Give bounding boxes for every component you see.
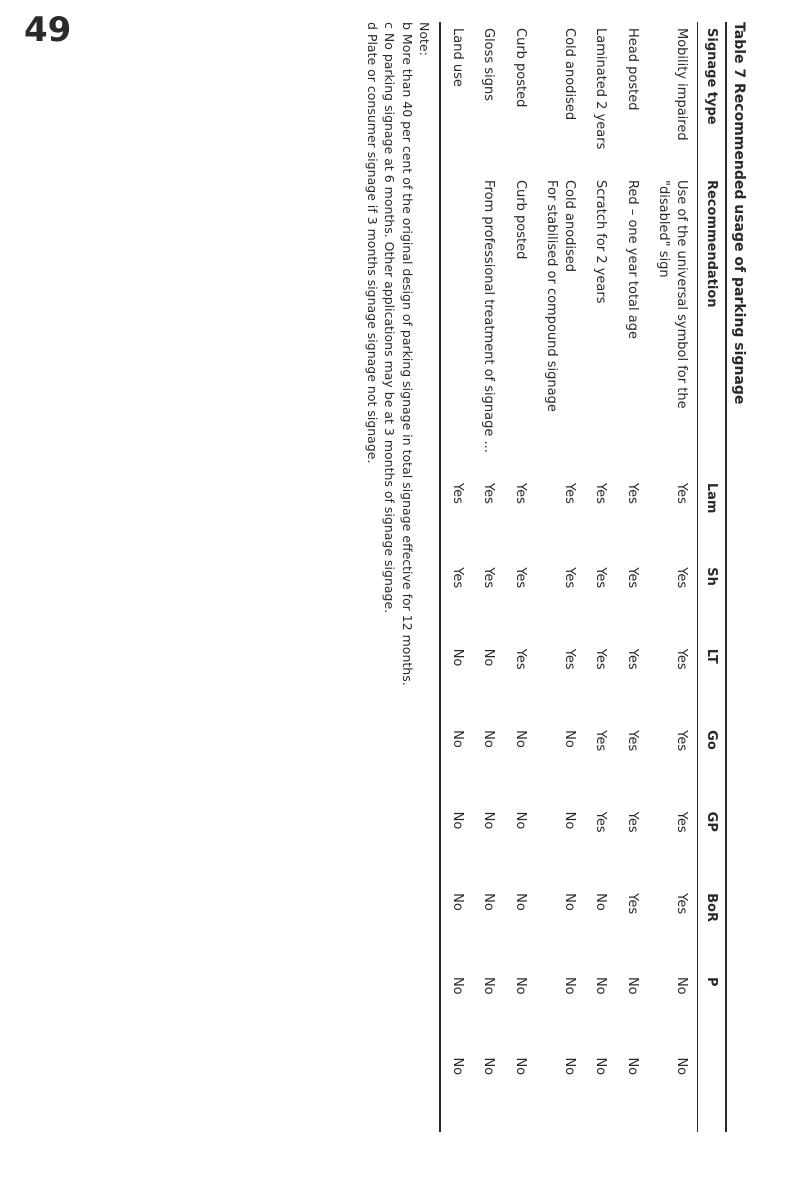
signage-type-cell: Curb posted [512, 28, 528, 108]
value-cell: No [512, 730, 528, 748]
value-cell: No [561, 730, 577, 748]
value-cell: No [481, 648, 497, 667]
value-cell: No [674, 976, 689, 995]
value-cell: No [512, 893, 528, 911]
column-header: P [704, 976, 719, 987]
value-cell: No [481, 893, 497, 911]
value-cell: Yes [481, 482, 497, 504]
value-cell: No [481, 1057, 497, 1076]
recommendation-cell [440, 174, 473, 477]
table-row [473, 22, 505, 1132]
signage-type-cell: Mobility impaired [674, 28, 689, 141]
column-header: Sh [704, 567, 719, 586]
value-cell: No [449, 976, 465, 995]
table-area [45, 22, 755, 1142]
table-row [616, 22, 648, 1132]
value-cell: Yes [449, 567, 465, 589]
value-cell: Yes [593, 811, 609, 833]
value-cell: No [674, 1057, 689, 1076]
value-cell: Yes [624, 648, 640, 670]
signage-type-cell: Head posted [624, 28, 640, 111]
column-header: Recommendation [704, 179, 719, 308]
value-cell: No [561, 811, 577, 830]
value-cell: No [624, 976, 640, 995]
value-cell: Yes [449, 482, 465, 504]
value-cell: Yes [593, 567, 609, 589]
note-line: Note: [417, 22, 433, 56]
value-cell: Yes [512, 567, 528, 589]
signage-type-cell: Cold anodised [561, 28, 577, 121]
value-cell: No [512, 811, 528, 830]
value-cell: Yes [624, 482, 640, 504]
value-cell: No [593, 893, 609, 911]
value-cell: No [624, 1057, 640, 1076]
recommendation-cell: From professional treatment of signage ... [481, 179, 497, 453]
value-cell: Yes [561, 482, 577, 504]
table-header-row [698, 22, 727, 1132]
value-cell: No [449, 893, 465, 911]
value-cell: Yes [624, 567, 640, 589]
value-cell: Yes [593, 730, 609, 752]
value-cell: Yes [624, 893, 640, 915]
value-cell: No [561, 893, 577, 911]
value-cell: Yes [674, 648, 689, 670]
value-cell: Yes [674, 567, 689, 589]
value-cell: No [481, 730, 497, 748]
value-cell: Yes [674, 893, 689, 915]
value-cell: No [449, 730, 465, 748]
signage-type-cell: Gloss signs [481, 28, 497, 101]
value-cell: No [512, 1057, 528, 1076]
value-cell: No [481, 811, 497, 830]
value-cell: No [512, 976, 528, 995]
column-header: Lam [704, 482, 719, 514]
value-cell: No [449, 811, 465, 830]
value-cell: No [561, 1057, 577, 1076]
value-cell: No [593, 976, 609, 995]
value-cell: Yes [561, 567, 577, 589]
note-line: b More than 40 per cent of the original design of parking signage in total signage effective for 12 months. [399, 22, 415, 686]
recommendation-cell: Scratch for 2 years [593, 179, 609, 304]
value-cell: No [449, 648, 465, 667]
table-caption: Table 7 Recommended usage of parking signage [731, 22, 747, 405]
value-cell: No [561, 976, 577, 995]
value-cell: Yes [593, 482, 609, 504]
column-header: BoR [704, 893, 719, 922]
value-cell: Yes [561, 648, 577, 670]
table-row [648, 22, 698, 1132]
signage-type-cell: Laminated 2 years [593, 28, 609, 150]
value-cell: Yes [593, 648, 609, 670]
column-header: GP [704, 811, 719, 832]
recommendation-cell: Use of the universal symbol for the "disabled" sign [656, 179, 689, 409]
table-body [440, 22, 697, 1132]
value-cell: Yes [512, 482, 528, 504]
value-cell: Yes [481, 567, 497, 589]
table-row [536, 22, 585, 1132]
recommendation-cell: Cold anodised For stabilised or compound signage [544, 179, 577, 412]
column-header: Signage type [704, 28, 719, 125]
value-cell: Yes [624, 811, 640, 833]
recommendation-cell: Red – one year total age [624, 179, 640, 339]
value-cell: Yes [674, 811, 689, 833]
column-header: LT [704, 648, 719, 664]
value-cell: Yes [512, 648, 528, 670]
signage-table [439, 22, 727, 1132]
value-cell: Yes [674, 482, 689, 504]
table-notes [363, 22, 433, 1132]
note-line: d Plate or consumer signage if 3 months signage signage not signage. [364, 22, 380, 464]
value-cell: No [449, 1057, 465, 1076]
page-number: 49 [24, 10, 72, 50]
table-row [585, 22, 617, 1132]
note-line: c No parking signage at 6 months. Other applications may be at 3 months of signage signage. [382, 22, 398, 614]
table-row [440, 22, 473, 1132]
value-cell: No [481, 976, 497, 995]
value-cell: Yes [624, 730, 640, 752]
signage-type-cell: Land use [449, 28, 465, 87]
recommendation-cell: Curb posted [512, 179, 528, 260]
column-header: Go [704, 730, 719, 750]
value-cell: No [593, 1057, 609, 1076]
table-row [504, 22, 536, 1132]
value-cell: Yes [674, 730, 689, 752]
